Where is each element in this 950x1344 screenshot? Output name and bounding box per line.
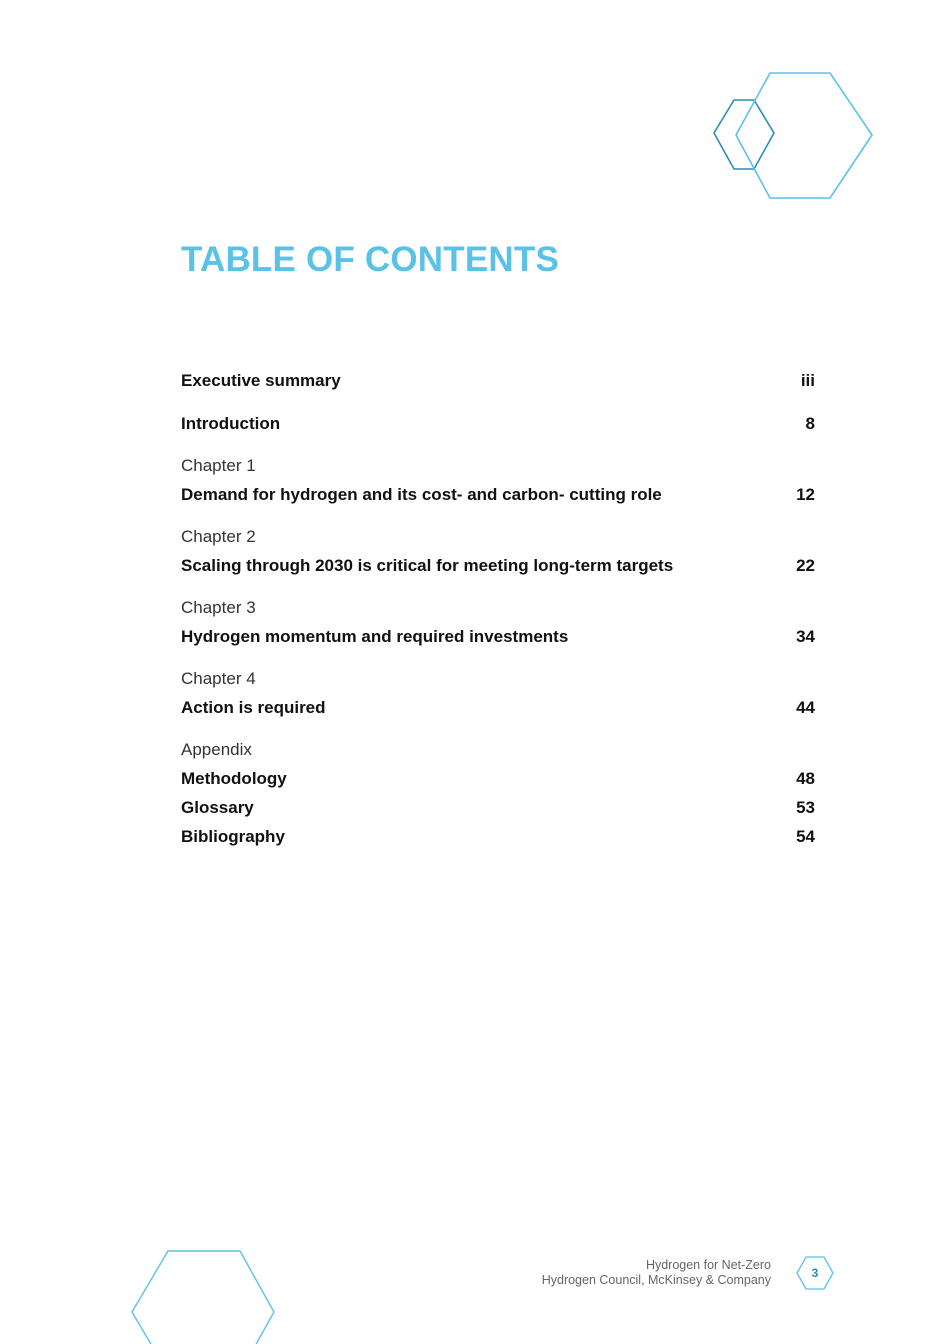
- chapter-page: 34: [796, 627, 815, 646]
- small-hexagon-icon: [714, 100, 774, 169]
- chapter-title: Hydrogen momentum and required investments: [181, 627, 569, 646]
- appendix-title: Bibliography: [181, 827, 285, 846]
- chapter-label: Chapter 3: [181, 598, 256, 617]
- appendix-label: Appendix: [181, 740, 252, 759]
- chapter-label: Chapter 1: [181, 456, 256, 475]
- hexagon-decoration-bottom: [128, 1248, 278, 1344]
- entry-title: Executive summary: [181, 371, 341, 390]
- appendix-item-bibliography[interactable]: [181, 822, 815, 851]
- chapter-page: 44: [796, 698, 815, 717]
- chapter-title: Demand for hydrogen and its cost- and carbon- cutting role: [181, 485, 662, 504]
- footer-publisher: Hydrogen Council, McKinsey & Company: [541, 1273, 771, 1287]
- large-hexagon-icon: [736, 73, 872, 198]
- appendix-page: 54: [796, 827, 815, 846]
- appendix-page: 53: [796, 798, 815, 817]
- toc-appendix: [181, 736, 815, 851]
- toc-chapter-2[interactable]: [181, 523, 815, 580]
- footer-report-title: Hydrogen for Net-Zero: [645, 1258, 771, 1272]
- appendix-item-glossary[interactable]: [181, 793, 815, 822]
- appendix-title: Glossary: [181, 798, 254, 817]
- hexagon-icon: [132, 1251, 274, 1344]
- page-number: 3: [811, 1266, 819, 1280]
- hexagon-decoration-top: [690, 68, 876, 202]
- page-title: TABLE OF CONTENTS: [181, 240, 560, 279]
- chapter-page: 12: [796, 485, 815, 504]
- entry-page: 8: [805, 414, 815, 433]
- chapter-title: Action is required: [181, 698, 326, 717]
- chapter-page: 22: [796, 556, 815, 575]
- entry-page: iii: [800, 371, 815, 390]
- appendix-item-methodology[interactable]: [181, 764, 815, 793]
- toc-chapter-4[interactable]: [181, 665, 815, 722]
- toc-chapter-3[interactable]: [181, 594, 815, 651]
- footer: [542, 1258, 771, 1288]
- chapter-title: Scaling through 2030 is critical for meeting long-term targets: [181, 556, 674, 575]
- appendix-title: Methodology: [181, 769, 287, 788]
- appendix-page: 48: [796, 769, 815, 788]
- table-of-contents: [181, 366, 815, 851]
- entry-title: Introduction: [181, 414, 281, 433]
- toc-entry[interactable]: [181, 409, 815, 438]
- toc-entry[interactable]: [181, 366, 815, 395]
- toc-chapter-1[interactable]: [181, 452, 815, 509]
- chapter-label: Chapter 4: [181, 669, 256, 688]
- chapter-label: Chapter 2: [181, 527, 256, 546]
